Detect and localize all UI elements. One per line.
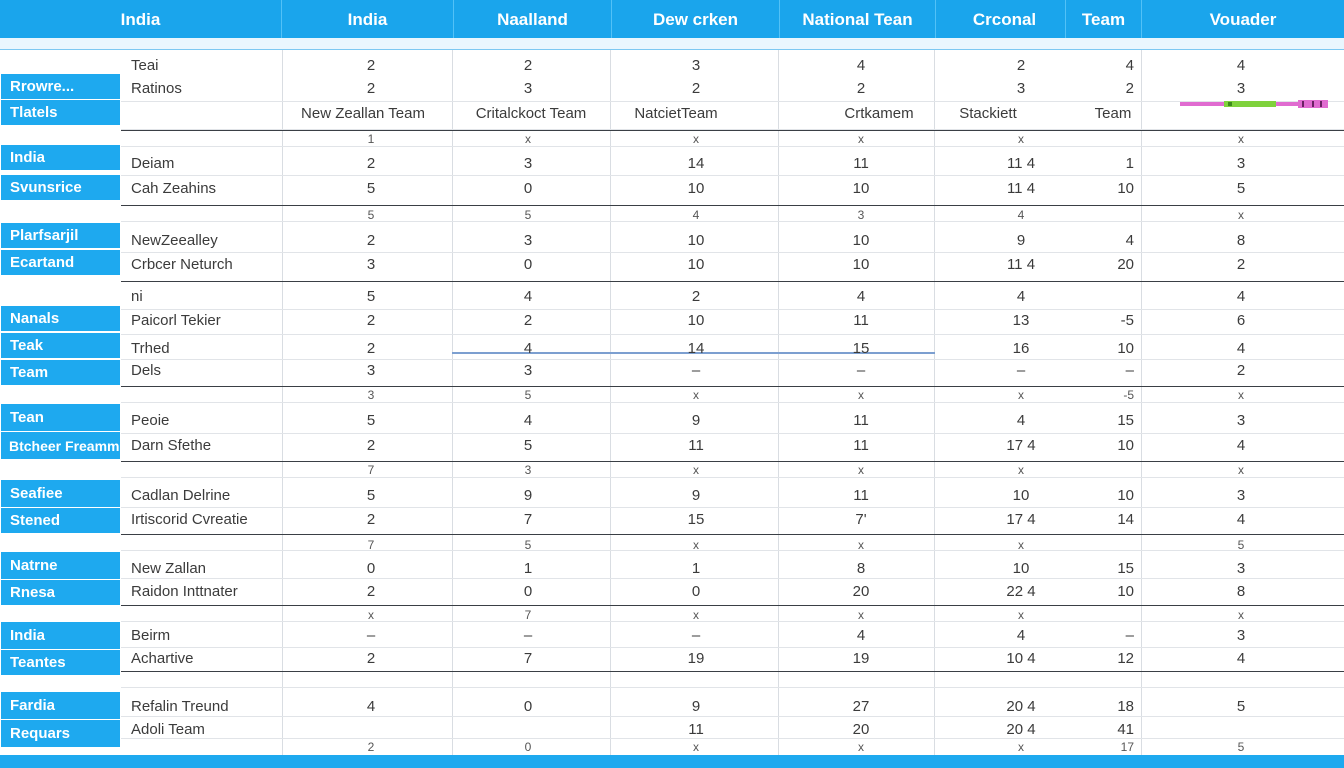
row-name-cell[interactable]: Irtiscorid Cvreatie <box>131 511 248 528</box>
row-name-cell[interactable]: ni <box>131 288 143 305</box>
data-cell[interactable]: x <box>858 388 864 402</box>
data-cell[interactable]: 3 <box>1236 560 1246 577</box>
data-cell[interactable]: 2 <box>366 57 376 74</box>
data-cell[interactable]: x <box>1238 388 1244 402</box>
row-divider <box>121 221 1344 222</box>
data-cell[interactable]: 15 <box>687 511 705 528</box>
row-name-cell[interactable]: Achartive <box>131 650 194 667</box>
data-cell[interactable]: 4 <box>1236 650 1246 667</box>
data-cell[interactable]: 3 <box>367 388 375 402</box>
row-divider <box>121 175 1344 176</box>
row-label-14[interactable]: Rnesa <box>1 580 120 606</box>
data-cell[interactable]: 11 4 <box>1006 180 1036 197</box>
row-name-cell[interactable]: Raidon Inttnater <box>131 583 238 600</box>
row-divider <box>121 101 1344 102</box>
header-subband <box>0 38 1344 50</box>
data-cell[interactable]: 20 <box>852 583 870 600</box>
row-divider <box>121 621 1344 622</box>
data-cell[interactable]: x <box>1238 463 1244 477</box>
data-cell[interactable]: 2 <box>1125 80 1134 97</box>
row-divider <box>121 716 1344 717</box>
data-cell[interactable]: – <box>691 362 701 379</box>
data-cell[interactable]: x <box>368 608 374 622</box>
data-cell[interactable]: 17 4 <box>1006 511 1036 528</box>
data-cell[interactable]: -5 <box>1120 312 1134 329</box>
data-cell[interactable]: 3 <box>691 57 701 74</box>
data-cell[interactable]: 7' <box>855 511 867 528</box>
row-name-cell[interactable]: New Zallan <box>131 560 207 577</box>
header-col-3[interactable]: Dew crken <box>612 0 780 38</box>
section-header-2[interactable]: NatcietTeam <box>634 105 718 122</box>
data-cell[interactable]: x <box>693 538 699 552</box>
data-cell[interactable]: 22 4 <box>1006 583 1036 600</box>
data-cell[interactable]: 1 <box>523 560 533 577</box>
data-cell[interactable]: 2 <box>1236 362 1246 379</box>
row-label-18[interactable]: Requars <box>1 720 120 748</box>
row-divider-strong <box>121 461 1344 462</box>
data-cell[interactable]: 20 4 <box>1006 698 1036 715</box>
data-cell[interactable]: 10 <box>1117 583 1134 600</box>
row-label-4[interactable]: Plarfsarjil <box>1 223 120 249</box>
row-divider <box>121 687 1344 688</box>
data-cell[interactable]: 5 <box>366 412 376 429</box>
data-cell[interactable]: 1 <box>1125 155 1134 172</box>
data-cell[interactable]: 4 <box>1016 412 1026 429</box>
data-cell[interactable]: – <box>1016 362 1026 379</box>
header-col-1[interactable]: India <box>282 0 454 38</box>
data-cell[interactable]: 4 <box>856 288 866 305</box>
data-cell[interactable]: 10 <box>687 232 705 249</box>
data-cell[interactable]: 10 <box>852 256 870 273</box>
data-cell[interactable]: 8 <box>1236 232 1246 249</box>
data-cell[interactable]: 9 <box>1016 232 1026 249</box>
data-grid <box>121 50 1344 755</box>
data-cell[interactable]: 13 <box>1012 312 1030 329</box>
row-divider <box>121 146 1344 147</box>
row-divider <box>121 359 1344 360</box>
data-cell[interactable]: 5 <box>524 388 532 402</box>
data-cell[interactable]: x <box>693 388 699 402</box>
data-cell[interactable]: x <box>693 132 699 146</box>
row-name-cell[interactable]: Ratinos <box>131 80 182 97</box>
data-cell[interactable]: 17 <box>1120 740 1134 754</box>
data-cell[interactable]: x <box>693 463 699 477</box>
data-cell[interactable]: 4 <box>1236 57 1246 74</box>
data-cell[interactable]: 12 <box>1117 650 1134 667</box>
data-cell[interactable]: x <box>1018 740 1024 754</box>
data-cell[interactable]: 0 <box>523 180 533 197</box>
data-cell[interactable]: 4 <box>523 412 533 429</box>
data-cell[interactable]: 7 <box>523 650 533 667</box>
data-cell[interactable]: 10 <box>1117 180 1134 197</box>
data-cell[interactable]: 10 4 <box>1006 650 1036 667</box>
data-cell[interactable]: 4 <box>523 288 533 305</box>
data-cell[interactable]: 10 <box>1012 560 1030 577</box>
data-cell[interactable]: – <box>1125 627 1134 644</box>
data-cell[interactable]: 3 <box>366 256 376 273</box>
row-divider <box>121 507 1344 508</box>
data-cell[interactable]: 10 <box>852 180 870 197</box>
data-cell[interactable]: – <box>856 362 866 379</box>
data-cell[interactable]: 7 <box>367 538 375 552</box>
data-cell[interactable]: 3 <box>523 80 533 97</box>
header-col-5[interactable]: Crconal <box>936 0 1066 38</box>
data-cell[interactable]: x <box>858 608 864 622</box>
data-cell[interactable]: 14 <box>687 155 705 172</box>
row-name-cell[interactable]: Darn Sfethe <box>131 437 212 454</box>
section-header-5[interactable]: Team <box>1094 105 1132 122</box>
data-cell[interactable]: 11 <box>688 721 704 738</box>
data-cell[interactable]: x <box>1238 208 1244 222</box>
row-label-1[interactable]: Tlatels <box>1 100 120 126</box>
data-cell[interactable]: 2 <box>366 232 376 249</box>
data-cell[interactable]: 11 <box>853 312 869 329</box>
data-cell[interactable]: 6 <box>1236 312 1246 329</box>
data-cell[interactable]: 2 <box>366 312 376 329</box>
data-cell[interactable]: 9 <box>523 487 533 504</box>
row-divider <box>121 433 1344 434</box>
row-divider <box>121 738 1344 739</box>
data-cell[interactable]: x <box>858 463 864 477</box>
data-cell[interactable]: 20 4 <box>1006 721 1036 738</box>
data-cell[interactable]: 3 <box>523 155 533 172</box>
data-cell[interactable]: 3 <box>857 208 865 222</box>
data-cell[interactable]: 2 <box>366 437 376 454</box>
row-divider-strong <box>121 671 1344 672</box>
data-cell[interactable]: 5 <box>366 180 376 197</box>
row-name-cell[interactable]: Deiam <box>131 155 175 172</box>
data-cell[interactable]: x <box>858 538 864 552</box>
data-cell[interactable]: 8 <box>856 560 866 577</box>
row-divider-strong <box>121 386 1344 387</box>
data-cell[interactable]: 7 <box>523 511 533 528</box>
row-name-cell[interactable]: Adoli Team <box>131 721 205 738</box>
data-cell[interactable]: 10 <box>687 180 705 197</box>
data-cell[interactable]: 3 <box>523 232 533 249</box>
data-cell[interactable]: 9 <box>691 698 701 715</box>
data-cell[interactable]: 3 <box>524 463 532 477</box>
row-divider <box>121 309 1344 310</box>
data-cell[interactable]: 2 <box>366 80 376 97</box>
data-cell[interactable]: 9 <box>691 412 701 429</box>
row-divider <box>121 578 1344 579</box>
data-cell[interactable]: 2 <box>523 312 533 329</box>
data-cell[interactable]: 5 <box>1236 180 1246 197</box>
data-cell[interactable]: 7 <box>524 608 532 622</box>
data-cell[interactable]: 2 <box>523 57 533 74</box>
data-cell[interactable]: 5 <box>524 208 532 222</box>
data-cell[interactable]: 16 <box>1012 340 1030 357</box>
data-cell[interactable]: 3 <box>1236 155 1246 172</box>
data-cell[interactable]: 10 <box>687 256 705 273</box>
row-name-cell[interactable]: Crbcer Neturch <box>131 256 233 273</box>
data-cell[interactable]: 4 <box>1236 288 1246 305</box>
data-cell[interactable]: x <box>693 740 699 754</box>
progress-indicator-icon <box>1180 100 1328 108</box>
data-cell[interactable]: 2 <box>366 583 376 600</box>
data-cell[interactable]: 4 <box>692 208 700 222</box>
data-cell[interactable]: x <box>1018 538 1024 552</box>
data-cell[interactable]: 2 <box>366 340 376 357</box>
data-cell[interactable]: 4 <box>1236 437 1246 454</box>
data-cell[interactable]: 10 <box>1117 340 1134 357</box>
data-cell[interactable]: 4 <box>523 340 533 357</box>
data-cell[interactable]: 19 <box>687 650 705 667</box>
data-cell[interactable]: 10 <box>1117 487 1134 504</box>
row-name-cell[interactable]: Cadlan Delrine <box>131 487 231 504</box>
data-cell[interactable]: 5 <box>1236 698 1246 715</box>
row-label-16[interactable]: Teantes <box>1 650 120 676</box>
row-name-cell[interactable]: Paicorl Tekier <box>131 312 221 329</box>
data-cell[interactable]: x <box>525 132 531 146</box>
data-cell[interactable]: 2 <box>691 80 701 97</box>
data-cell[interactable]: 41 <box>1117 721 1134 738</box>
data-cell[interactable]: 17 4 <box>1006 437 1036 454</box>
data-cell[interactable]: 3 <box>1236 627 1246 644</box>
data-cell[interactable]: 11 <box>688 437 704 454</box>
data-cell[interactable]: 2 <box>367 740 375 754</box>
data-cell[interactable]: 0 <box>523 698 533 715</box>
header-col-4[interactable]: National Tean <box>780 0 936 38</box>
row-label-3[interactable]: Svunsrice <box>1 175 120 201</box>
data-cell[interactable]: 18 <box>1117 698 1134 715</box>
row-name-cell[interactable]: Beirm <box>131 627 171 644</box>
data-cell[interactable]: 4 <box>1125 232 1134 249</box>
row-label-sidebar <box>0 50 120 768</box>
data-cell[interactable]: 4 <box>1016 288 1026 305</box>
data-cell[interactable]: 11 4 <box>1006 256 1036 273</box>
section-header-1[interactable]: Critalckoct Team <box>475 105 587 122</box>
data-cell[interactable]: 5 <box>367 208 375 222</box>
row-divider <box>121 647 1344 648</box>
data-cell[interactable]: 5 <box>523 437 533 454</box>
row-divider <box>121 252 1344 253</box>
data-cell[interactable]: 4 <box>856 627 866 644</box>
data-cell[interactable]: 5 <box>1237 538 1245 552</box>
data-cell[interactable]: 2 <box>366 511 376 528</box>
data-cell[interactable]: 10 <box>1117 437 1134 454</box>
data-cell[interactable]: 0 <box>366 560 376 577</box>
row-label-17[interactable]: Fardia <box>1 692 120 720</box>
data-cell[interactable]: x <box>693 608 699 622</box>
data-cell[interactable]: x <box>1238 608 1244 622</box>
data-cell[interactable]: 4 <box>1017 208 1025 222</box>
row-label-8[interactable]: Team <box>1 360 120 386</box>
row-name-cell[interactable]: Refalin Treund <box>131 698 229 715</box>
data-cell[interactable]: 4 <box>1236 340 1246 357</box>
data-cell[interactable]: x <box>1018 463 1024 477</box>
data-cell[interactable]: 14 <box>1117 511 1134 528</box>
data-cell[interactable]: 19 <box>852 650 870 667</box>
row-label-9[interactable]: Tean <box>1 404 120 432</box>
data-cell[interactable]: 27 <box>852 698 870 715</box>
data-cell[interactable]: x <box>1018 132 1024 146</box>
data-cell[interactable]: 0 <box>691 583 701 600</box>
data-cell[interactable]: x <box>1018 388 1024 402</box>
data-cell[interactable]: 0 <box>523 256 533 273</box>
data-cell[interactable]: 9 <box>691 487 701 504</box>
data-cell[interactable]: 5 <box>524 538 532 552</box>
section-header-3[interactable]: Crtkamem <box>844 105 914 122</box>
data-cell[interactable]: 4 <box>856 57 866 74</box>
row-divider-strong <box>121 130 1344 131</box>
row-name-cell[interactable]: Dels <box>131 362 162 379</box>
data-cell[interactable]: 4 <box>1125 57 1134 74</box>
row-label-5[interactable]: Ecartand <box>1 250 120 276</box>
data-cell[interactable]: 5 <box>366 487 376 504</box>
data-cell[interactable]: x <box>1018 608 1024 622</box>
data-cell[interactable]: 3 <box>1016 80 1026 97</box>
footer-bar <box>0 755 1344 768</box>
row-divider-strong <box>121 534 1344 535</box>
data-cell[interactable]: 4 <box>366 698 376 715</box>
data-cell[interactable]: 10 <box>687 312 705 329</box>
row-label-7[interactable]: Teak <box>1 333 120 359</box>
row-label-2[interactable]: India <box>1 145 120 171</box>
data-cell[interactable]: 11 4 <box>1006 155 1036 172</box>
row-name-cell[interactable]: Teai <box>131 57 159 74</box>
data-cell[interactable]: 11 <box>853 437 869 454</box>
header-col-7[interactable]: Vouader <box>1209 10 1277 29</box>
row-name-cell[interactable]: NewZeealley <box>131 232 218 249</box>
data-cell[interactable]: 1 <box>691 560 701 577</box>
data-cell[interactable]: 2 <box>1016 57 1026 74</box>
data-cell[interactable]: 3 <box>1236 487 1246 504</box>
data-cell[interactable]: 3 <box>366 362 376 379</box>
data-cell[interactable]: 11 <box>853 487 869 504</box>
row-label-12[interactable]: Stened <box>1 508 120 534</box>
data-cell[interactable]: 7 <box>367 463 375 477</box>
data-cell[interactable]: 3 <box>523 362 533 379</box>
row-divider <box>121 477 1344 478</box>
row-name-cell[interactable]: Peoie <box>131 412 170 429</box>
row-label-6[interactable]: Nanals <box>1 306 120 332</box>
data-cell[interactable]: 10 <box>1012 487 1030 504</box>
row-divider <box>121 550 1344 551</box>
header-col-2[interactable]: Naalland <box>454 0 612 38</box>
data-cell[interactable]: 4 <box>1236 511 1246 528</box>
data-cell[interactable]: x <box>858 132 864 146</box>
row-label-10[interactable]: Btcheer Freamm <box>1 432 120 460</box>
data-cell[interactable]: 0 <box>524 740 532 754</box>
data-cell[interactable]: 3 <box>1236 80 1246 97</box>
row-label-15[interactable]: India <box>1 622 120 650</box>
data-cell[interactable]: 15 <box>1117 412 1134 429</box>
row-label-13[interactable]: Natrne <box>1 552 120 580</box>
data-cell[interactable]: 2 <box>856 80 866 97</box>
data-cell[interactable]: 15 <box>1117 560 1134 577</box>
data-cell[interactable]: 15 <box>852 340 870 357</box>
data-cell[interactable]: 2 <box>1236 256 1246 273</box>
row-label-11[interactable]: Seafiee <box>1 480 120 508</box>
data-cell[interactable]: 11 <box>853 412 869 429</box>
data-cell[interactable]: x <box>858 740 864 754</box>
data-cell[interactable]: 8 <box>1236 583 1246 600</box>
data-cell[interactable]: 2 <box>366 650 376 667</box>
data-cell[interactable]: x <box>1238 132 1244 146</box>
data-cell[interactable]: – <box>523 627 533 644</box>
row-divider-strong <box>121 205 1344 206</box>
data-cell[interactable]: 11 <box>853 155 869 172</box>
row-divider-strong <box>121 605 1344 606</box>
section-header-4[interactable]: Stackiett <box>959 105 1017 122</box>
table-header <box>0 0 1344 41</box>
data-cell[interactable]: 5 <box>1237 740 1245 754</box>
data-cell[interactable]: 10 <box>852 232 870 249</box>
data-cell[interactable]: 20 <box>852 721 870 738</box>
header-col-0[interactable]: India <box>0 0 282 38</box>
header-col-6[interactable]: Team <box>1066 0 1142 38</box>
row-label-0[interactable]: Rrowre... <box>1 74 120 100</box>
row-divider-strong <box>121 281 1344 282</box>
section-header-0[interactable]: New Zeallan Team <box>301 105 425 122</box>
row-name-cell[interactable]: Trhed <box>131 340 170 357</box>
row-divider <box>121 334 1344 335</box>
row-divider <box>121 402 1344 403</box>
data-cell[interactable]: -5 <box>1123 388 1134 402</box>
data-cell[interactable]: 5 <box>366 288 376 305</box>
data-cell[interactable]: 0 <box>523 583 533 600</box>
data-cell[interactable]: – <box>1125 362 1134 379</box>
data-cell[interactable]: 2 <box>366 155 376 172</box>
data-cell[interactable]: 4 <box>1016 627 1026 644</box>
data-cell[interactable]: 1 <box>367 132 375 146</box>
data-cell[interactable]: 20 <box>1117 256 1134 273</box>
data-cell[interactable]: – <box>691 627 701 644</box>
data-cell[interactable]: 3 <box>1236 412 1246 429</box>
data-cell[interactable]: 14 <box>687 340 705 357</box>
row-name-cell[interactable]: Cah Zeahins <box>131 180 217 197</box>
data-cell[interactable]: 2 <box>691 288 701 305</box>
data-cell[interactable]: – <box>366 627 376 644</box>
